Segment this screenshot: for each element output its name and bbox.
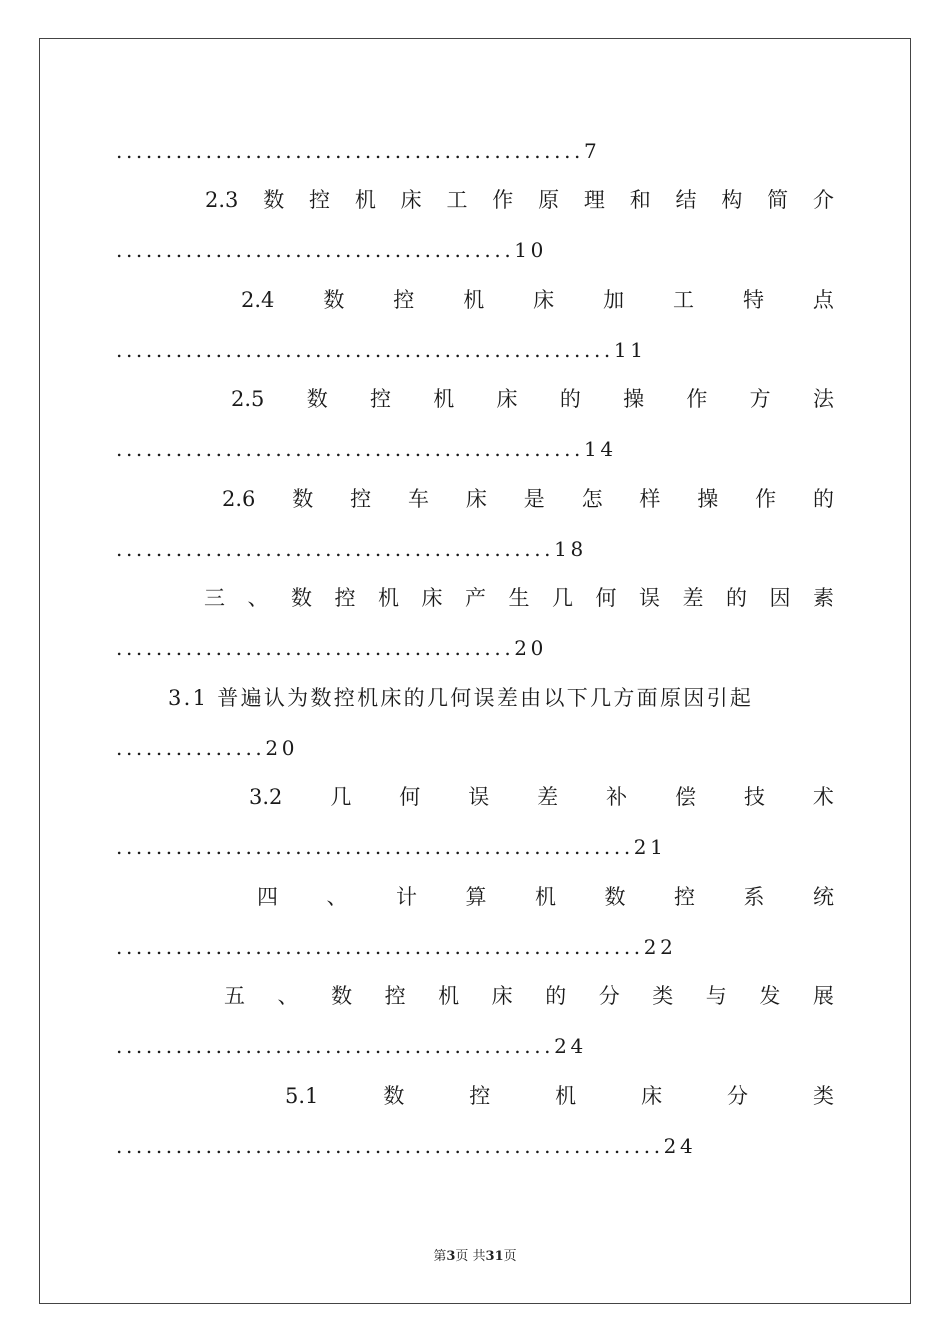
toc-entry-char: 差 (682, 586, 704, 610)
toc-entry-4[interactable] (257, 882, 834, 912)
toc-entry-char: 结 (675, 188, 697, 212)
toc-entry-2-6[interactable] (222, 484, 834, 514)
toc-entry-char: 四 (257, 885, 278, 909)
toc-entry-char: 操 (697, 487, 719, 511)
page-footer: 第3页 共31页 (433, 1249, 517, 1264)
toc-dots-line: ............................................24 (116, 1034, 587, 1058)
toc-entry-char: 控 (384, 984, 406, 1008)
toc-entry-char: 2.4 (241, 288, 275, 312)
toc-entry-5-1[interactable] (285, 1081, 834, 1111)
toc-dots-line: ............................................18 (116, 537, 587, 561)
toc-entry-char: 何 (595, 586, 617, 610)
toc-dots-line: ...............................................14 (116, 437, 617, 461)
page-border (39, 38, 911, 1304)
toc-entry-char: 构 (721, 188, 743, 212)
toc-entry-char: 误 (639, 586, 660, 610)
toc-entry-3-2[interactable] (249, 782, 834, 812)
toc-entry-char: 术 (812, 785, 834, 809)
toc-entry-char: 数 (292, 487, 314, 511)
toc-entry-char: 机 (354, 188, 376, 212)
toc-entry-char: 类 (812, 1084, 834, 1108)
toc-entry-char: 何 (399, 785, 421, 809)
toc-entry-char: 2.3 (205, 188, 239, 212)
toc-entry-char: 误 (468, 785, 490, 809)
toc-entry-char: 机 (535, 885, 556, 909)
toc-entry-char: 2.5 (231, 387, 265, 411)
toc-entry-2-5[interactable] (231, 384, 834, 414)
toc-entry-2-3[interactable] (205, 185, 834, 215)
toc-entry-char: 数 (604, 885, 626, 909)
toc-dots-line: .....................................................22 (116, 935, 677, 959)
toc-entry-char: 几 (552, 586, 573, 610)
toc-entry-char: 机 (463, 288, 485, 312)
toc-entry-char: 数 (263, 188, 285, 212)
toc-entry-char: 、 (326, 885, 348, 909)
toc-entry-char: 数 (291, 586, 312, 610)
toc-entry-char: 统 (813, 885, 834, 909)
toc-entry-char: 几 (330, 785, 352, 809)
toc-entry-char: 法 (812, 387, 834, 411)
toc-entry-char: 点 (812, 288, 834, 312)
toc-entry-char: 偿 (675, 785, 697, 809)
toc-entry-char: 车 (407, 487, 429, 511)
toc-entry-char: 算 (465, 885, 487, 909)
toc-entry-char: 控 (469, 1084, 491, 1108)
toc-entry-char: 作 (492, 188, 514, 212)
toc-entry-char: 控 (369, 387, 391, 411)
toc-entry-char: 机 (555, 1084, 577, 1108)
toc-entry-char: 床 (491, 984, 513, 1008)
toc-entry-char: 操 (623, 387, 645, 411)
toc-entry-char: 床 (465, 487, 487, 511)
toc-dots-line: ...............................................7 (116, 139, 601, 163)
toc-entry-char: 控 (309, 188, 331, 212)
toc-entry-char: 分 (727, 1084, 749, 1108)
toc-entry-char: 工 (446, 188, 468, 212)
toc-entry-3-1[interactable]: 3.1 普遍认为数控机床的几何误差由以下几方面原因引起 (168, 686, 754, 710)
toc-entry-char: 5.1 (285, 1084, 319, 1108)
toc-entry-char: 介 (812, 188, 834, 212)
toc-entry-char: 加 (603, 288, 625, 312)
toc-entry-3[interactable] (204, 583, 834, 613)
toc-entry-char: 系 (743, 885, 765, 909)
toc-entry-char: 工 (673, 288, 695, 312)
toc-entry-char: 差 (537, 785, 559, 809)
toc-entry-char: 数 (383, 1084, 405, 1108)
toc-entry-char: 的 (545, 984, 567, 1008)
toc-entry-char: 作 (686, 387, 708, 411)
toc-entry-char: 数 (331, 984, 353, 1008)
toc-entry-char: 简 (767, 188, 789, 212)
toc-entry-char: 床 (496, 387, 518, 411)
toc-dots-line: ....................................................21 (116, 835, 667, 859)
toc-entry-char: 发 (759, 984, 781, 1008)
toc-entry-char: 控 (334, 586, 356, 610)
toc-entry-char: 的 (559, 387, 581, 411)
toc-entry-char: 3.2 (249, 785, 283, 809)
toc-entry-char: 计 (396, 885, 417, 909)
toc-entry-char: 床 (400, 188, 422, 212)
toc-dots-line: ........................................20 (116, 636, 547, 660)
toc-entry-char: 的 (726, 586, 747, 610)
toc-entry-char: 因 (769, 586, 791, 610)
toc-entry-char: 方 (749, 387, 771, 411)
toc-entry-char: 床 (533, 288, 555, 312)
toc-entry-char: 素 (813, 586, 834, 610)
toc-entry-char: 、 (277, 984, 299, 1008)
toc-entry-char: 机 (438, 984, 460, 1008)
toc-entry-char: 的 (813, 487, 834, 511)
toc-dots-line: ..................................................11 (116, 338, 647, 362)
toc-entry-char: 三 (204, 586, 225, 610)
toc-entry-5[interactable] (224, 981, 834, 1011)
toc-dots-line: .......................................................24 (116, 1134, 697, 1158)
toc-entry-char: 五 (224, 984, 245, 1008)
toc-entry-char: 床 (641, 1084, 663, 1108)
toc-dots-line: ...............20 (116, 736, 299, 760)
toc-entry-char: 生 (508, 586, 530, 610)
toc-entry-char: 机 (378, 586, 399, 610)
toc-dots-line: ........................................10 (116, 238, 547, 262)
toc-entry-char: 2.6 (222, 487, 256, 511)
toc-entry-char: 作 (755, 487, 777, 511)
toc-entry-char: 控 (674, 885, 695, 909)
toc-entry-char: 控 (350, 487, 372, 511)
toc-entry-char: 数 (323, 288, 345, 312)
toc-entry-char: 床 (421, 586, 443, 610)
toc-entry-char: 、 (247, 586, 269, 610)
toc-entry-2-4[interactable] (241, 285, 834, 315)
toc-entry-char: 理 (583, 188, 605, 212)
toc-entry-char: 原 (538, 188, 560, 212)
toc-entry-char: 数 (306, 387, 328, 411)
toc-entry-char: 特 (742, 288, 764, 312)
toc-entry-char: 是 (523, 487, 545, 511)
toc-entry-char: 控 (393, 288, 415, 312)
toc-entry-char: 补 (606, 785, 628, 809)
toc-entry-char: 与 (705, 984, 727, 1008)
toc-entry-char: 怎 (581, 487, 603, 511)
toc-entry-char: 分 (598, 984, 620, 1008)
toc-entry-char: 类 (652, 984, 674, 1008)
toc-entry-char: 样 (639, 487, 661, 511)
toc-entry-char: 展 (812, 984, 834, 1008)
toc-entry-char: 机 (433, 387, 455, 411)
toc-entry-char: 和 (629, 188, 651, 212)
toc-entry-char: 技 (743, 785, 765, 809)
toc-entry-char: 产 (465, 586, 486, 610)
